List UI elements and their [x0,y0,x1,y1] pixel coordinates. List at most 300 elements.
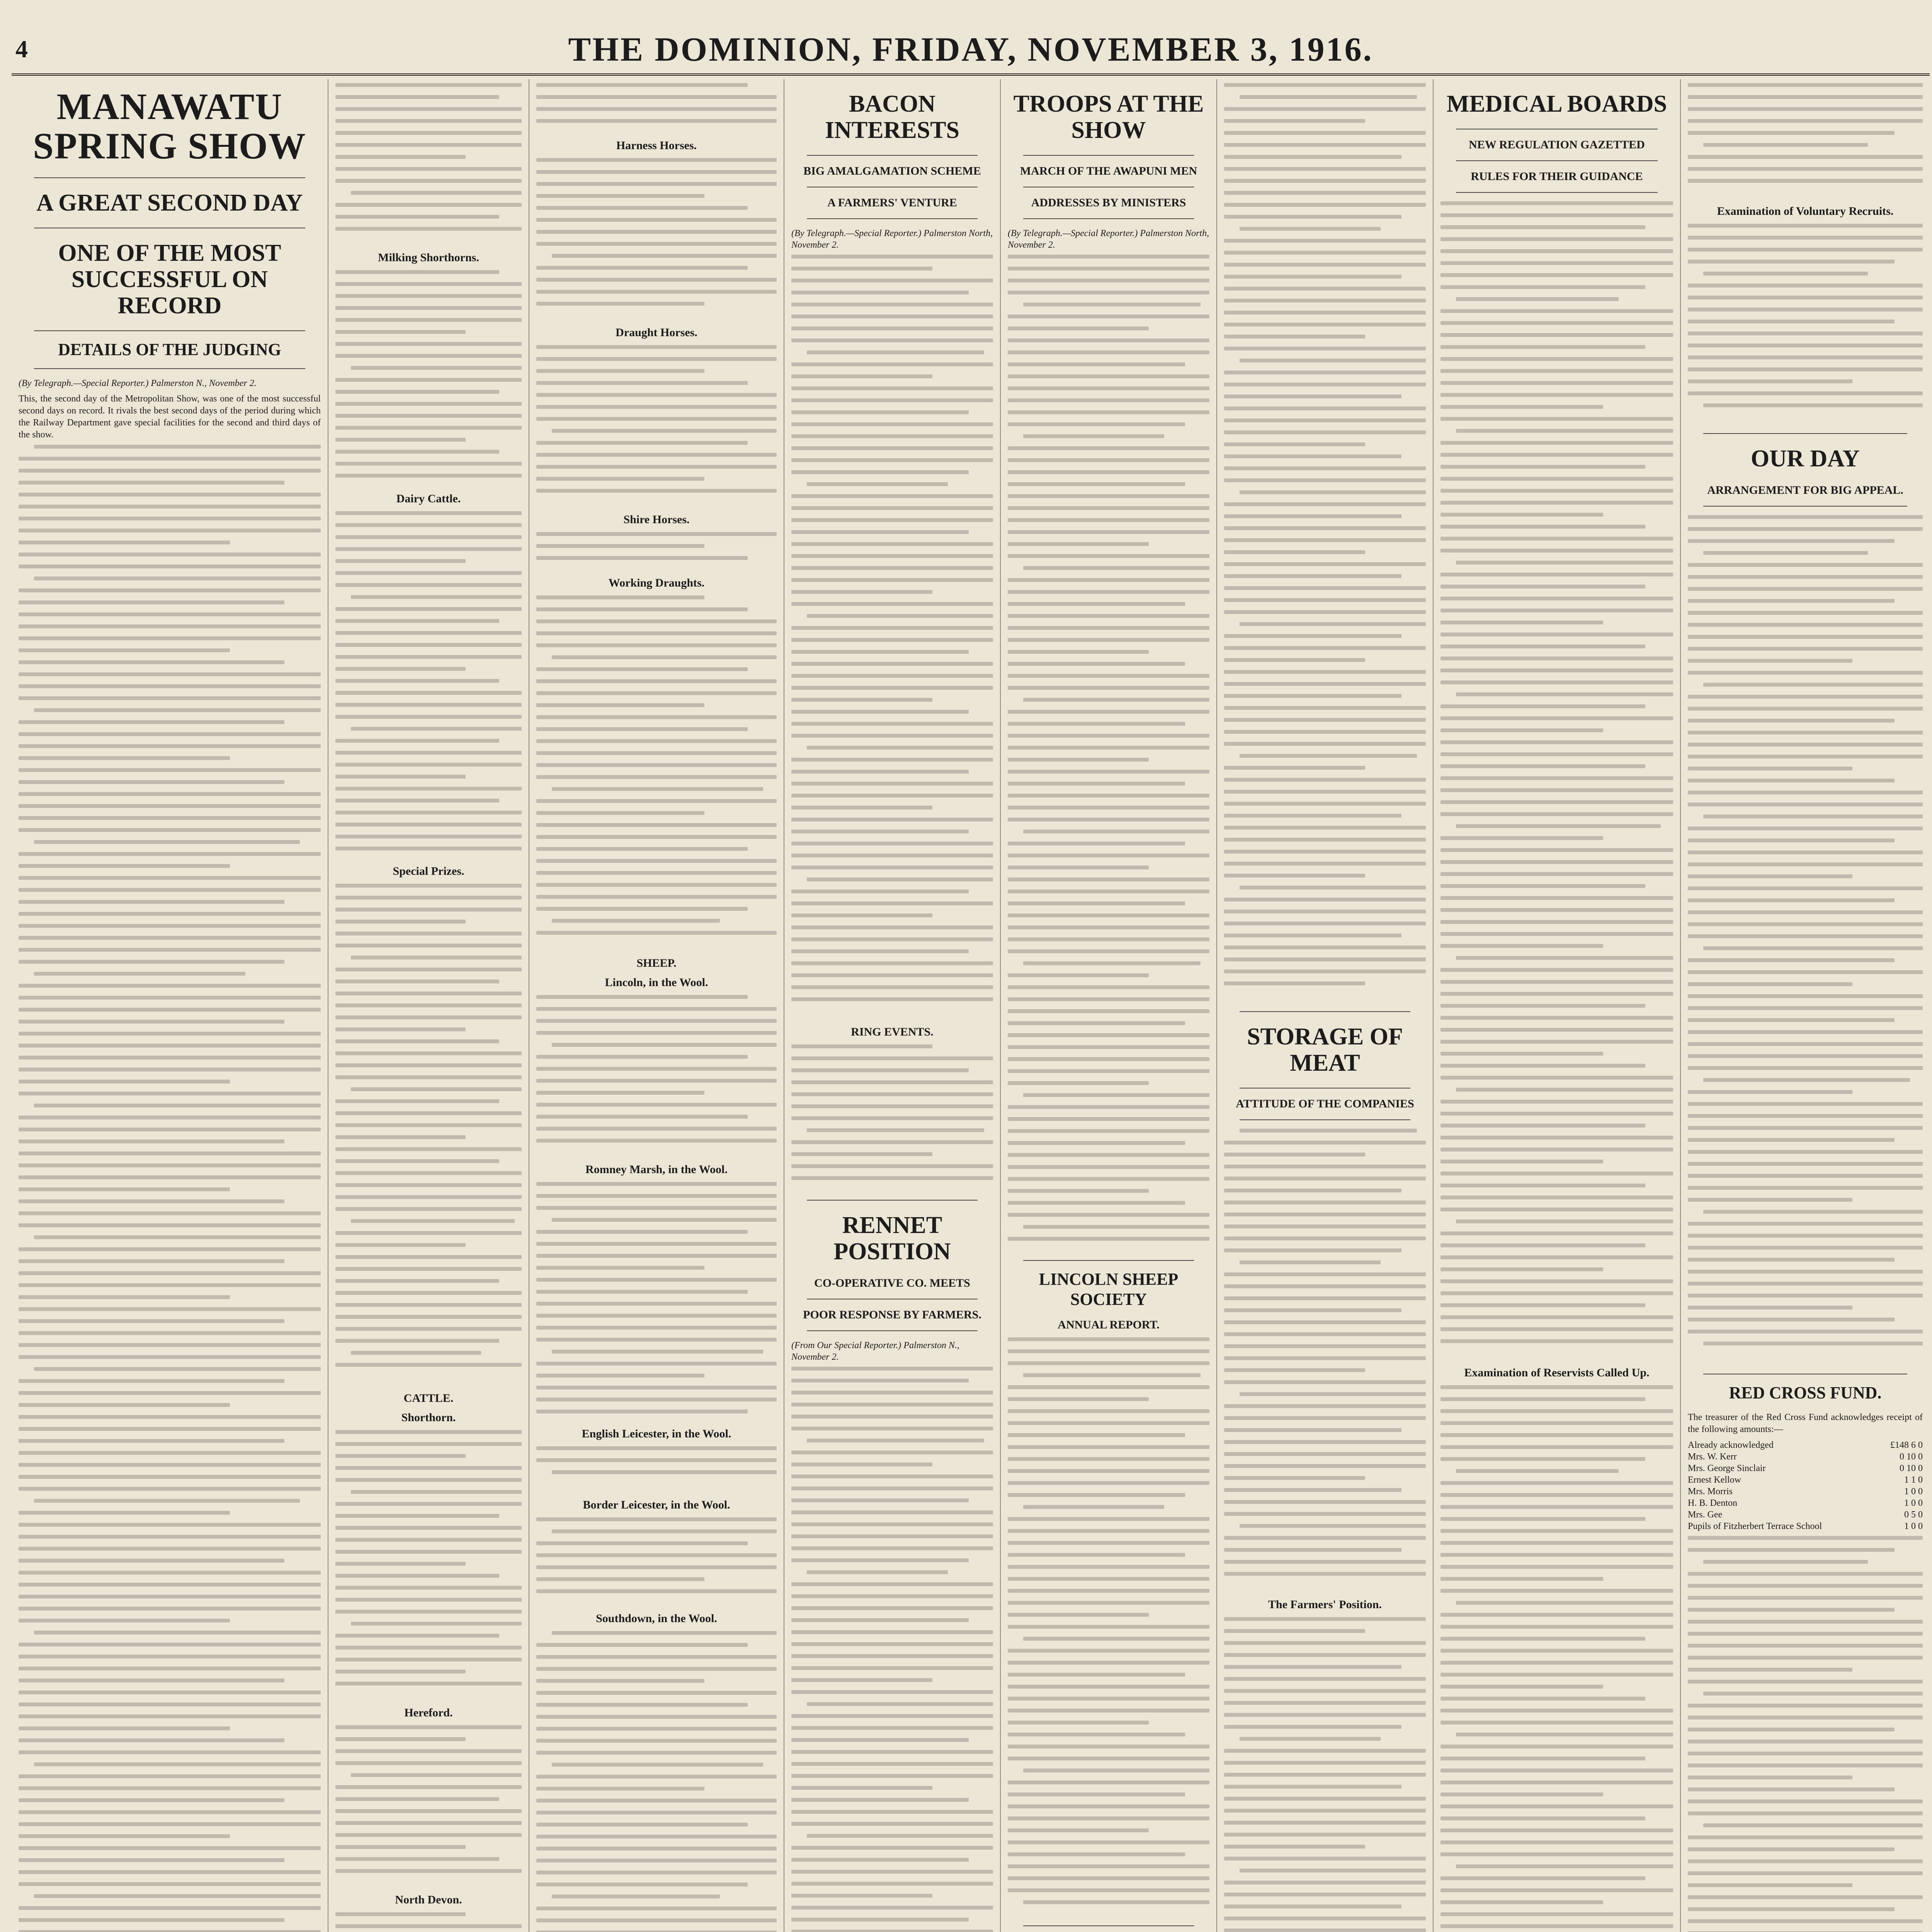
text-line [335,811,522,815]
text-line [1440,585,1645,588]
text-line [19,1199,284,1203]
text-line [1688,850,1923,854]
text-line [1008,1189,1149,1193]
text-line [791,530,969,534]
text-line [335,215,499,219]
text-line [1456,561,1673,565]
text-line [1440,1697,1645,1701]
text-line [351,1219,515,1223]
text-line [19,1583,321,1587]
text-line [1688,635,1923,639]
text-line [1440,1291,1673,1295]
text-line [807,1439,984,1442]
text-line [536,194,704,198]
fund-name: Mrs. Gee [1688,1510,1723,1520]
text-line [1224,1893,1426,1896]
text-line [335,179,522,183]
section-draught-horses: Draught Horses. [616,326,697,339]
text-line [335,95,499,99]
text-line [1224,1320,1426,1324]
text-line [1008,1069,1209,1073]
text-line [536,1254,777,1258]
text-line [1440,812,1673,816]
text-line [1008,901,1185,905]
text-line [335,342,522,346]
text-line [1688,1294,1923,1298]
text-line [807,878,993,881]
text-line [335,119,522,123]
text-line [1224,1201,1426,1204]
text-line [1688,155,1923,159]
text-line [1440,836,1603,840]
text-line [335,1809,522,1813]
text-line [335,131,522,135]
text-line [1008,1661,1209,1665]
text-line [1440,249,1673,253]
masthead [12,23,1930,76]
text-line [1224,610,1426,614]
text-line [1008,878,1209,881]
text-line [791,446,993,450]
text-line [1224,1701,1426,1705]
text-line [1440,1457,1645,1461]
text-line [552,655,777,659]
text-line [791,374,932,378]
text-line [791,1451,993,1454]
text-line [807,1702,993,1706]
text-line [1008,386,1209,390]
text-line [1440,1769,1673,1772]
article-body [791,255,993,1020]
text-line [791,434,993,438]
fund-row [1688,1463,1923,1474]
text-line [19,1798,284,1802]
text-line [791,578,993,582]
text-line [1008,1613,1149,1617]
text-line [1688,95,1923,99]
text-line [791,291,969,294]
text-line [791,889,969,893]
text-line [19,1870,321,1874]
text-line [1224,1416,1426,1420]
text-line [1224,1725,1401,1729]
text-line [536,1589,777,1593]
text-line [1224,1857,1426,1861]
text-line [19,744,321,748]
text-line [1008,1469,1209,1473]
text-line [1008,1852,1185,1856]
text-line [791,362,993,366]
text-line [1008,818,1209,821]
text-line [335,330,466,334]
text-line [19,1008,321,1012]
text-line [1224,1488,1401,1492]
text-line [19,1607,321,1611]
text-line [791,1618,969,1622]
text-line [791,985,993,989]
text-line [19,1523,321,1527]
text-line [335,703,522,707]
text-line [1440,1649,1673,1653]
text-line [1008,1649,1209,1653]
text-line [536,1314,777,1318]
text-line [351,1622,522,1626]
text-line [1008,1081,1149,1085]
text-line [19,1307,321,1311]
text-line [536,691,777,695]
text-line [791,758,993,762]
text-line [791,866,993,869]
text-line [335,1598,522,1602]
text-line [19,1738,284,1742]
text-line [1008,1793,1185,1796]
text-line [19,948,321,952]
text-line [536,835,777,839]
text-line [1224,1617,1426,1621]
article-body [791,1367,993,1932]
text-line [19,1080,230,1083]
text-line [1440,537,1673,541]
text-line [1688,791,1923,794]
text-line [1008,362,1185,366]
text-line [1008,518,1209,522]
text-line [536,107,777,111]
text-line [1440,1900,1603,1904]
text-line [536,1835,777,1838]
text-line [536,1290,748,1294]
text-line [791,770,969,774]
text-line [1440,932,1673,936]
text-line [1688,1680,1923,1684]
text-line [19,529,321,532]
text-line [791,1486,993,1490]
text-line [335,227,522,231]
text-line [1224,514,1401,518]
text-line [19,1810,321,1814]
text-line [1224,347,1426,350]
text-line [19,660,284,664]
text-line [536,1565,777,1569]
text-line [791,255,993,259]
article-body [536,595,777,951]
text-line [1440,1493,1673,1497]
text-line [1456,1469,1619,1473]
text-line [1440,968,1673,972]
text-line [791,662,993,666]
text-line [1688,886,1923,890]
text-line [335,1845,466,1849]
text-line [335,655,522,659]
text-line [791,1403,993,1406]
text-line [19,1379,284,1383]
text-line [335,1538,522,1542]
text-line [1224,934,1401,937]
text-line [536,763,777,767]
text-line [1224,1905,1401,1908]
text-line [1440,1409,1673,1413]
text-line [1688,1811,1923,1815]
text-line [1440,369,1673,373]
text-line [1224,1641,1426,1645]
text-line [1023,1373,1201,1377]
text-line [536,1091,704,1095]
text-line [1224,1165,1426,1168]
section-romney-marsh: Romney Marsh, in the Wool. [585,1163,728,1176]
text-line [1008,1601,1209,1605]
section-hereford: Hereford. [404,1706,453,1719]
text-line [335,1075,522,1079]
text-line [1440,201,1673,205]
text-line [536,643,777,647]
text-line [1224,526,1426,530]
text-line [1008,937,1209,941]
text-line [791,1116,993,1120]
text-line [335,619,499,623]
text-line [1688,1835,1923,1839]
text-line [1008,554,1209,558]
text-line [1440,1541,1673,1545]
text-line [1440,1673,1673,1677]
column-7 [1434,79,1681,1932]
text-line [1224,1572,1426,1576]
article-body [335,511,522,859]
text-line [1224,1797,1426,1801]
deck-annual-report: ANNUAL REPORT. [1058,1318,1160,1331]
text-line [335,535,522,539]
text-line [1440,1721,1673,1725]
text-line [335,1924,522,1928]
fund-amount: 1 1 0 [1904,1475,1923,1485]
text-line [1688,107,1923,111]
text-line [335,1857,499,1861]
text-line [19,1643,321,1646]
text-line [1008,398,1209,402]
deck-big-appeal: ARRANGEMENT FOR BIG APPEAL. [1707,484,1903,497]
text-line [335,1327,522,1331]
text-line [1440,1064,1645,1068]
text-line [1688,1162,1923,1166]
text-line [536,477,704,481]
text-line [19,684,321,688]
text-line [791,1810,993,1814]
text-line [791,1666,993,1670]
text-line [1224,1653,1426,1657]
text-line [19,1439,284,1443]
text-line [1008,267,1209,270]
text-line [791,1714,993,1718]
text-line [791,650,969,654]
text-line [34,577,321,580]
text-line [1008,255,1209,259]
article-body [536,532,777,571]
text-line [536,799,777,803]
text-line [335,896,522,900]
text-line [34,1104,321,1107]
text-line [1224,814,1401,818]
text-line [536,1374,704,1378]
text-line [1688,1270,1923,1274]
text-line [1224,598,1426,602]
text-line [1008,1213,1209,1217]
text-line [335,968,522,971]
article-body [536,1517,777,1606]
text-line [1440,920,1673,924]
divider [1023,155,1194,156]
article-body [1688,1536,1923,1932]
text-line [791,1882,993,1886]
column-2 [328,79,529,1932]
text-line [1703,1692,1923,1696]
text-line [19,588,321,592]
text-line [1224,634,1401,638]
text-line [1440,1816,1645,1820]
text-line [1440,668,1673,672]
text-line [1008,1141,1185,1145]
divider [1456,160,1658,161]
text-line [536,1751,777,1755]
text-line [335,1658,522,1662]
text-line [1008,1745,1209,1748]
text-line [1703,946,1923,950]
text-line [1008,985,1209,989]
text-line [536,1847,777,1850]
text-line [1224,418,1426,422]
text-line [335,155,466,159]
text-line [536,1206,777,1210]
article-body [19,445,321,1932]
text-line [335,1514,499,1518]
divider [1703,433,1907,434]
text-line [552,254,777,258]
fund-name: Mrs. W. Kerr [1688,1452,1737,1462]
text-line [335,1737,466,1741]
section-working-draughts: Working Draughts. [608,577,705,589]
text-line [1688,320,1895,323]
text-line [791,1427,993,1430]
article-body [335,884,522,1386]
text-line [335,378,522,382]
text-line [1224,718,1426,722]
text-line [1008,638,1209,642]
text-line [1440,1876,1645,1880]
text-line [19,936,321,940]
text-line [536,230,777,234]
text-line [1224,1929,1426,1932]
text-line [1008,614,1209,618]
text-line [552,919,720,923]
text-line [536,1739,777,1743]
text-line [34,1631,321,1634]
text-line [19,1774,321,1778]
text-line [19,1355,321,1359]
text-line [1224,586,1426,590]
text-line [335,167,522,171]
text-line [1008,1589,1209,1593]
text-line [19,1571,321,1575]
headline-troops-at-show: TROOPS AT THE SHOW [1013,91,1204,143]
dateline: (By Telegraph.—Special Reporter.) Palmerston North, November 2. [791,228,993,250]
text-line [1440,213,1673,217]
text-line [1440,1517,1645,1521]
text-line [335,751,522,755]
text-line [335,1015,522,1019]
text-line [19,1714,321,1718]
text-line [1456,692,1673,696]
article-body [536,995,777,1157]
text-line [1224,862,1426,866]
text-line [1224,658,1365,662]
dateline: (By Telegraph.—Special Reporter.) Palmerston N., November 2. [19,378,257,388]
article-body [1008,255,1209,1252]
text-line [1224,1500,1426,1504]
divider [1703,506,1907,507]
text-line [1688,284,1923,287]
text-line [335,203,522,207]
text-line [335,775,466,779]
text-line [536,907,748,911]
text-line [1688,1246,1923,1250]
divider [34,330,305,331]
text-line [1023,698,1209,702]
text-line [1456,1733,1673,1736]
text-line [536,441,748,445]
text-line [791,458,993,462]
text-line [335,932,522,935]
text-line [1224,383,1426,386]
text-line [19,1846,321,1850]
text-line [351,1087,522,1091]
text-line [19,1223,321,1227]
divider [807,1330,978,1331]
text-line [536,489,777,493]
text-line [791,1726,993,1730]
text-line [1224,826,1426,830]
text-line [19,756,230,760]
text-line [1008,279,1209,282]
text-line [791,1415,993,1418]
text-line [1703,143,1868,147]
text-line [1440,1781,1673,1784]
text-line [1008,889,1209,893]
text-line [1224,1749,1426,1753]
text-line [19,1619,230,1622]
text-line [1008,458,1209,462]
text-line [19,1918,284,1922]
text-line [19,636,321,640]
text-line [335,1562,466,1566]
fund-name: Mrs. Morris [1688,1486,1733,1497]
text-line [1008,1577,1209,1581]
text-line [335,1466,522,1470]
divider [807,1200,978,1201]
text-line [791,590,932,594]
text-line [1440,1888,1673,1892]
section-dairy-cattle: Dairy Cattle. [396,492,461,505]
text-line [1440,1793,1603,1796]
text-line [335,1243,466,1247]
text-line [335,1147,522,1151]
fund-row [1688,1451,1923,1463]
text-line [1008,1804,1209,1808]
text-line [1440,1565,1673,1569]
text-line [1008,626,1209,630]
text-line [1008,410,1209,414]
deck-amalgamation: BIG AMALGAMATION SCHEME [803,165,981,177]
paper-title: THE DOMINION, FRIDAY, NOVEMBER 3, 1916. [568,31,1373,68]
text-line [1456,1088,1673,1092]
text-line [1688,779,1895,782]
text-line [1224,1677,1426,1681]
